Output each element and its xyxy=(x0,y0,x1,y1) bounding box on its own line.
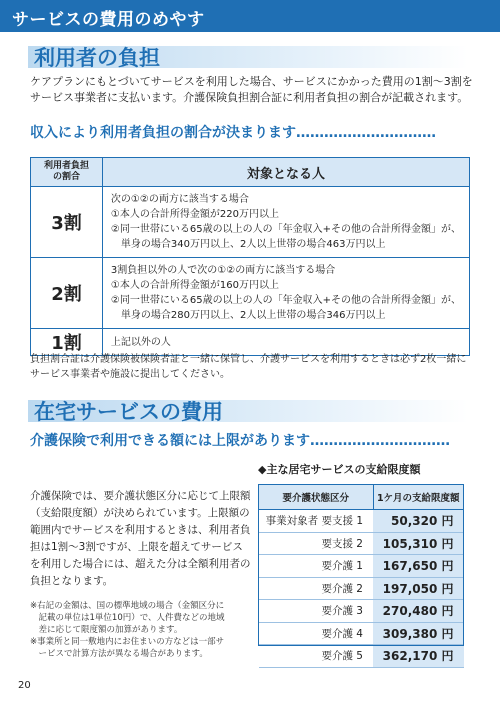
explanation-notes xyxy=(30,600,252,660)
table-row xyxy=(259,600,464,623)
care-level-cell: 要介護 1 xyxy=(259,555,374,578)
limit-table-title: ◆主な居宅サービスの支給限度額 xyxy=(258,463,421,476)
limit-amount-cell: 197,050 円 xyxy=(373,577,464,600)
condition-line: ②同一世帯にいる65歳の以上の人の「年金収入+その他の合計所得金額」が、 xyxy=(110,295,461,306)
care-level-cell: 要支援 2 xyxy=(259,532,374,555)
table-row xyxy=(259,622,464,645)
condition-line: ①本人の合計所得金額が220万円以上 xyxy=(110,209,279,220)
condition-cell xyxy=(102,258,469,329)
care-level-cell: 要介護 4 xyxy=(259,622,374,645)
section-title-user-burden xyxy=(28,42,468,70)
table-row xyxy=(259,555,464,578)
header-care-level: 要介護状態区分 xyxy=(259,485,374,510)
condition-cell xyxy=(102,187,469,258)
section-title-text: 利用者の負担 xyxy=(34,46,160,70)
note-line: ※事業所と同一敷地内にお住まいの方などは一部サ xyxy=(30,637,225,647)
section-title-home-service xyxy=(28,396,468,424)
note-line: サービス事業者や施設に提出してください。 xyxy=(30,369,230,380)
burden-note xyxy=(30,352,466,382)
limit-amount-cell: 362,170 円 xyxy=(373,645,464,668)
care-level-cell: 要介護 3 xyxy=(259,600,374,623)
header-burden-ratio xyxy=(31,158,103,187)
table-header-row xyxy=(31,158,470,187)
note-line: 記載の単位は1単位10円）で、人件費などの地域 xyxy=(30,613,225,623)
burden-subheading: 収入により利用者負担の割合が決まります………………………… xyxy=(30,125,436,141)
care-level-cell: 要介護 2 xyxy=(259,577,374,600)
page-number: 20 xyxy=(18,680,31,691)
condition-line: 3割負担以外の人で次の①②の両方に該当する場合 xyxy=(110,265,336,276)
condition-line: ②同一世帯にいる65歳の以上の人の「年金収入+その他の合計所得金額」が、 xyxy=(110,224,461,235)
table-row xyxy=(31,187,470,258)
table-row xyxy=(259,577,464,600)
care-level-cell: 事業対象者 要支援 1 xyxy=(259,510,374,533)
header-line: の割合 xyxy=(52,172,80,182)
care-level-cell: 要介護 5 xyxy=(259,645,374,668)
body-line: 担は1割～3割ですが、上限を超えてサービス xyxy=(30,541,243,553)
section-title-text: 在宅サービスの費用 xyxy=(34,400,223,424)
condition-line: 上記以外の人 xyxy=(110,336,171,348)
burden-ratio-table xyxy=(30,157,470,356)
body-line: 負担となります。 xyxy=(30,575,114,587)
limit-amount-cell: 270,480 円 xyxy=(373,600,464,623)
table-row xyxy=(259,645,464,668)
intro-paragraph xyxy=(30,74,473,106)
intro-line: ケアプランにもとづいてサービスを利用した場合、サービスにかかった費用の1割～3割を xyxy=(30,75,473,88)
ratio-cell: 3割 xyxy=(31,187,103,258)
table-row xyxy=(31,258,470,329)
body-line: を利用した場合には、超えた分は全額利用者の xyxy=(30,558,251,570)
header-monthly-limit: 1ケ月の支給限度額 xyxy=(373,485,464,510)
table-row xyxy=(259,510,464,533)
note-line: 負担割合証は介護保険被保険者証と一緒に保管し、介護サービスを利用するときは必ず2枚一緒に xyxy=(30,354,467,365)
ratio-cell: 2割 xyxy=(31,258,103,329)
header-line: 利用者負担 xyxy=(43,161,89,171)
condition-line: 単身の場合280万円以上、2人以上世帯の場合346万円以上 xyxy=(110,310,386,321)
header-title: サービスの費用のめやす xyxy=(12,10,205,30)
limit-amount-cell: 50,320 円 xyxy=(373,510,464,533)
condition-line: 次の①②の両方に該当する場合 xyxy=(110,194,249,205)
limit-amount-cell: 167,650 円 xyxy=(373,555,464,578)
intro-line: サービス事業者に支払います。介護保険負担割合証に利用者負担の割合が記載されます。 xyxy=(30,91,469,104)
condition-line: 単身の場合340万円以上、2人以上世帯の場合463万円以上 xyxy=(110,239,386,250)
body-line: （支給限度額）が決められています。上限額の xyxy=(30,507,250,519)
limit-amount-cell: 105,310 円 xyxy=(373,532,464,555)
condition-line: ①本人の合計所得金額が160万円以上 xyxy=(110,280,279,291)
body-line: 介護保険では、要介護状態区分に応じて上限額 xyxy=(30,490,251,502)
explanation-body xyxy=(30,488,252,590)
limit-header-row xyxy=(259,485,464,510)
header-bar xyxy=(0,0,500,32)
table-row xyxy=(259,532,464,555)
limit-table xyxy=(258,484,464,668)
note-line: 差に応じて限度額の加算があります。 xyxy=(30,625,183,635)
ratio-cell: 1割 xyxy=(31,329,103,356)
limit-amount-cell: 309,380 円 xyxy=(373,622,464,645)
limit-subheading: 介護保険で利用できる額には上限があります………………………… xyxy=(30,433,450,449)
note-line: ※右記の金額は、国の標準地域の場合（金額区分に xyxy=(30,601,225,611)
limit-explanation xyxy=(30,488,252,660)
header-target: 対象となる人 xyxy=(102,158,469,187)
note-line: ービスで計算方法が異なる場合があります。 xyxy=(30,649,208,659)
body-line: 範囲内でサービスを利用するときは、利用者負 xyxy=(30,524,251,536)
